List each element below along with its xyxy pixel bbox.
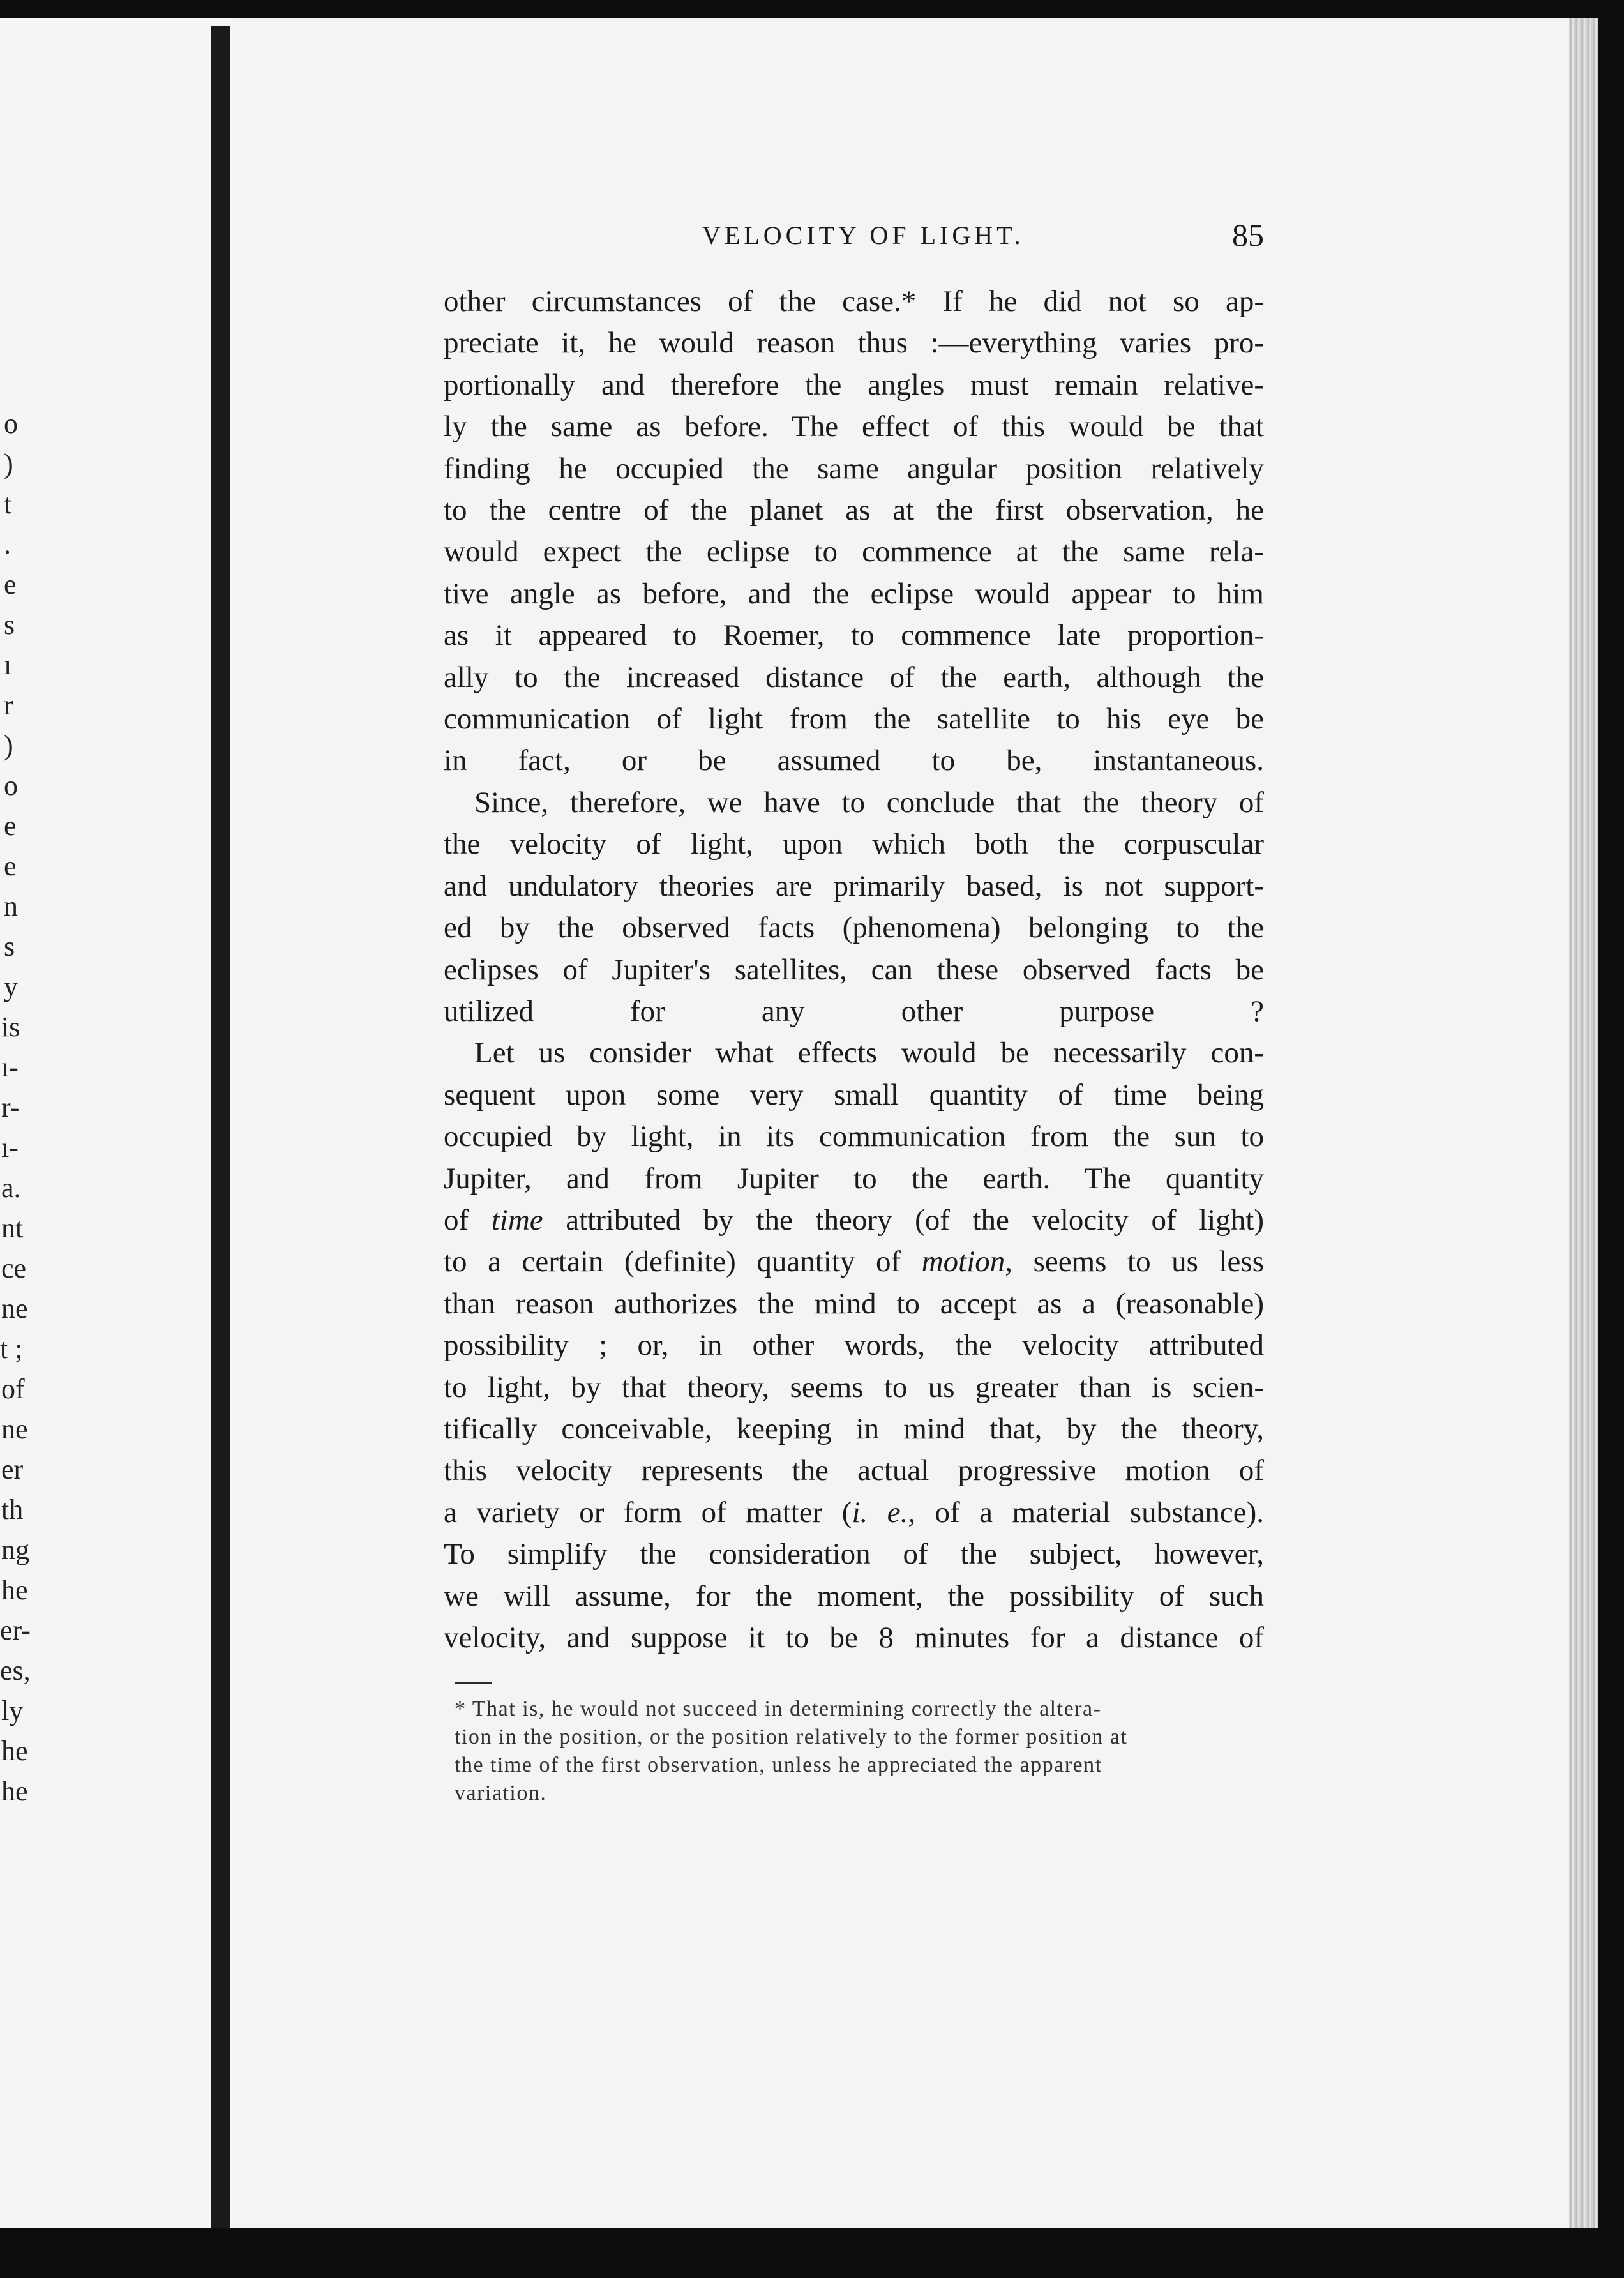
left-page-fragment: ı- xyxy=(1,1052,19,1083)
book-binding-gutter xyxy=(211,26,230,2228)
footnote xyxy=(455,1695,1275,1807)
text-line: finding he occupied the same angular position relatively xyxy=(444,451,1264,485)
left-page-fragment: ly xyxy=(1,1695,24,1726)
left-page-fragment: es, xyxy=(0,1655,31,1686)
text-line: utilized for any other purpose ? xyxy=(444,994,1264,1028)
footnote-line: the time of the first observation, unless he appreciated the apparent xyxy=(455,1753,1102,1777)
left-page-fragment: th xyxy=(1,1494,24,1525)
text-line: velocity, and suppose it to be 8 minutes for a distance of xyxy=(444,1621,1264,1654)
left-page-fragment: t ; xyxy=(0,1333,23,1364)
left-page-fragment: n xyxy=(4,891,18,922)
left-page-fragment: er- xyxy=(0,1615,31,1646)
left-page-fragment: of xyxy=(1,1373,25,1405)
left-page-fragment: ce xyxy=(1,1253,27,1284)
left-page-fragment: e xyxy=(4,810,17,841)
text-line: this velocity represents the actual progressive motion of xyxy=(444,1454,1264,1488)
left-page-text-fragments xyxy=(0,18,239,2228)
body-text xyxy=(444,281,1264,1659)
text-line: in fact, or be assumed to be, instantaneous. xyxy=(444,744,1264,778)
left-page-fragment: nt xyxy=(1,1212,24,1244)
text-line: of time attributed by the theory (of the velocity of light) xyxy=(444,1203,1264,1237)
page-number: 85 xyxy=(1232,217,1264,253)
footnote-line: variation. xyxy=(455,1781,547,1805)
text-line: to the centre of the planet as at the first observation, he xyxy=(444,494,1264,527)
text-line: a variety or form of matter (i. e., of a material substance). xyxy=(444,1495,1264,1529)
italic-word: motion xyxy=(921,1245,1005,1279)
text-line: communication of light from the satellite to his eye be xyxy=(444,702,1264,736)
footnote-line: * That is, he would not succeed in determining correctly the altera- xyxy=(455,1697,1102,1721)
left-page-fragment: ) xyxy=(4,730,13,761)
text-line: tifically conceivable, keeping in mind that, by the theory, xyxy=(444,1412,1264,1445)
paragraph-1 xyxy=(444,281,1264,782)
text-line: sequent upon some very small quantity of time being xyxy=(444,1078,1264,1112)
left-page-fragment: o xyxy=(4,770,18,801)
text-line: the velocity of light, upon which both the corpuscular xyxy=(444,827,1264,861)
left-page-fragment: r- xyxy=(1,1092,20,1123)
text-line: ally to the increased distance of the earth, although the xyxy=(444,660,1264,694)
text-line: tive angle as before, and the eclipse would appear to him xyxy=(444,577,1264,610)
italic-word: i. e. xyxy=(852,1495,908,1529)
left-page-fragment: s xyxy=(4,931,15,962)
text-line: preciate it, he would reason thus :—everything varies pro- xyxy=(444,326,1264,360)
text-line: Since, therefore, we have to conclude that the theory of xyxy=(474,785,1264,819)
text-line: we will assume, for the moment, the possibility of such xyxy=(444,1579,1264,1613)
left-page-fragment: a. xyxy=(1,1172,21,1203)
left-page-fragment: he xyxy=(1,1776,28,1807)
italic-word: time xyxy=(491,1203,543,1237)
left-page-fragment: is xyxy=(1,1011,20,1043)
text-line: portionally and therefore the angles must remain relative- xyxy=(444,368,1264,402)
text-line: ed by the observed facts (phenomena) belonging to the xyxy=(444,911,1264,945)
text-line: other circumstances of the case.* If he did not so ap- xyxy=(444,285,1264,318)
left-page-fragment: ne xyxy=(1,1414,28,1445)
left-page-fragment: t xyxy=(4,488,12,520)
text-line: and undulatory theories are primarily based, is not support- xyxy=(444,869,1264,903)
text-line: Jupiter, and from Jupiter to the earth. The quantity xyxy=(444,1161,1264,1195)
paragraph-3 xyxy=(444,1032,1264,1659)
left-page-fragment: s xyxy=(4,609,15,640)
text-line: to light, by that theory, seems to us greater than is scien- xyxy=(444,1370,1264,1404)
left-page-fragment: e xyxy=(4,569,17,600)
left-page-fragment: ng xyxy=(1,1534,29,1565)
left-page-fragment: y xyxy=(4,971,18,1002)
left-page-fragment: ne xyxy=(1,1293,28,1324)
page-edges xyxy=(1569,18,1598,2228)
text-line: ly the same as before. The effect of this would be that xyxy=(444,410,1264,444)
left-page-fragment: . xyxy=(4,529,11,560)
text-line: to a certain (definite) quantity of motion, seems to us less xyxy=(444,1245,1264,1279)
text-line: occupied by light, in its communication from the sun to xyxy=(444,1120,1264,1154)
text-line: To simplify the consideration of the subject, however, xyxy=(444,1537,1264,1571)
left-page-fragment: ) xyxy=(4,448,13,479)
left-page-fragment: he xyxy=(1,1735,28,1767)
left-page xyxy=(0,18,242,2228)
left-page-fragment: ı- xyxy=(1,1132,19,1163)
text-line: Let us consider what effects would be necessarily con- xyxy=(474,1036,1264,1070)
page-header xyxy=(702,217,1264,259)
text-line: possibility ; or, in other words, the velocity attributed xyxy=(444,1329,1264,1362)
left-page-fragment: er xyxy=(1,1454,24,1485)
text-line: as it appeared to Roemer, to commence late proportion- xyxy=(444,619,1264,652)
left-page-fragment: e xyxy=(4,850,17,882)
left-page-fragment: ı xyxy=(4,649,12,681)
footnote-rule xyxy=(455,1682,492,1684)
footnote-line: tion in the position, or the position relatively to the former position at xyxy=(455,1725,1128,1749)
left-page-fragment: o xyxy=(4,408,18,439)
text-line: eclipses of Jupiter's satellites, can these observed facts be xyxy=(444,953,1264,986)
running-title: VELOCITY OF LIGHT. xyxy=(702,221,1025,250)
left-page-fragment: he xyxy=(1,1574,28,1606)
text-line: than reason authorizes the mind to accept as a (reasonable) xyxy=(444,1286,1264,1320)
text-line: would expect the eclipse to commence at the same rela- xyxy=(444,535,1264,569)
left-page-fragment: r xyxy=(4,690,13,721)
paragraph-2 xyxy=(444,782,1264,1032)
